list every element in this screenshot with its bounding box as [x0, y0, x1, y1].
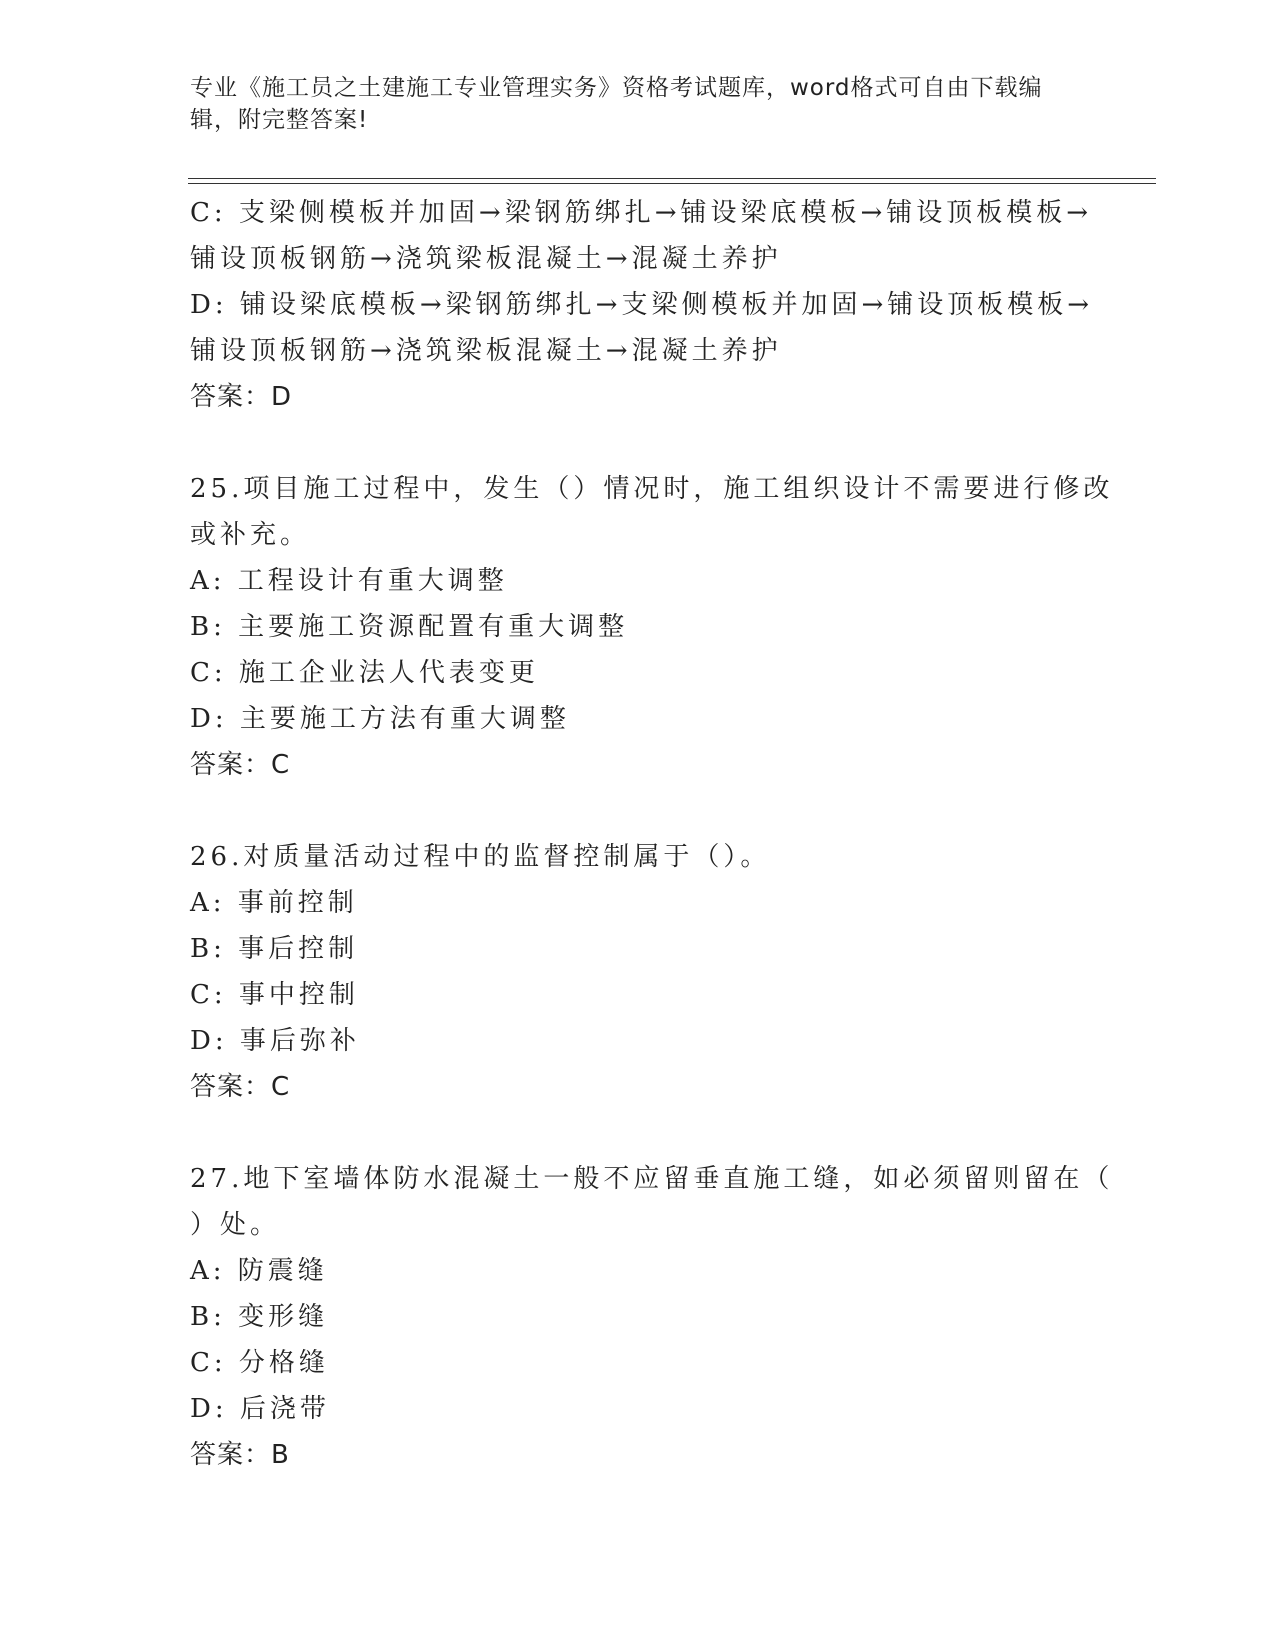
option-c: C: 分格缝 — [190, 1348, 329, 1378]
option-a: A: 事前控制 — [190, 888, 358, 918]
option-b: B: 事后控制 — [190, 934, 359, 964]
spacer — [190, 420, 1090, 466]
question-stem-line-2: ）处。 — [190, 1210, 281, 1240]
spacer — [190, 788, 1090, 834]
option-c: C: 施工企业法人代表变更 — [190, 658, 539, 688]
question-25 — [190, 466, 1114, 788]
question-content — [190, 190, 1114, 1478]
option-d-line-1: D: 铺设梁底模板→梁钢筋绑扎→支梁侧模板并加固→铺设顶板模板→ — [190, 290, 1094, 320]
option-c-line-2: 铺设顶板钢筋→浇筑梁板混凝土→混凝土养护 — [190, 244, 782, 274]
answer: 答案：C — [190, 750, 291, 780]
question-stem-line-2: 或补充。 — [190, 520, 311, 550]
header-line-1: 专业《施工员之土建施工专业管理实务》资格考试题库，word格式可自由下载编 — [190, 75, 1043, 101]
option-d: D: 事后弥补 — [190, 1026, 360, 1056]
option-b: B: 主要施工资源配置有重大调整 — [190, 612, 629, 642]
question-26 — [190, 834, 1090, 1110]
question-24-continued — [190, 190, 1094, 420]
answer: 答案：B — [190, 1440, 290, 1470]
spacer — [190, 1110, 1090, 1156]
option-d: D: 后浇带 — [190, 1394, 330, 1424]
option-d-line-2: 铺设顶板钢筋→浇筑梁板混凝土→混凝土养护 — [190, 336, 782, 366]
option-b: B: 变形缝 — [190, 1302, 329, 1332]
option-a: A: 防震缝 — [190, 1256, 328, 1286]
option-c-line-1: C: 支梁侧模板并加固→梁钢筋绑扎→铺设梁底模板→铺设顶板模板→ — [190, 198, 1093, 228]
question-stem-line-1: 27.地下室墙体防水混凝土一般不应留垂直施工缝，如必须留则留在（ — [190, 1164, 1114, 1194]
question-stem-line-1: 25.项目施工过程中，发生（）情况时，施工组织设计不需要进行修改 — [190, 474, 1114, 504]
option-d: D: 主要施工方法有重大调整 — [190, 704, 570, 734]
header-rule-bottom — [188, 183, 1156, 184]
answer: 答案：C — [190, 1072, 291, 1102]
document-header — [190, 72, 1090, 136]
option-c: C: 事中控制 — [190, 980, 359, 1010]
question-27 — [190, 1156, 1114, 1478]
header-line-2: 辑，附完整答案! — [190, 107, 369, 133]
question-stem-line-1: 26.对质量活动过程中的监督控制属于（）。 — [190, 842, 771, 872]
answer: 答案：D — [190, 382, 293, 412]
header-rule-top — [188, 178, 1156, 179]
option-a: A: 工程设计有重大调整 — [190, 566, 508, 596]
